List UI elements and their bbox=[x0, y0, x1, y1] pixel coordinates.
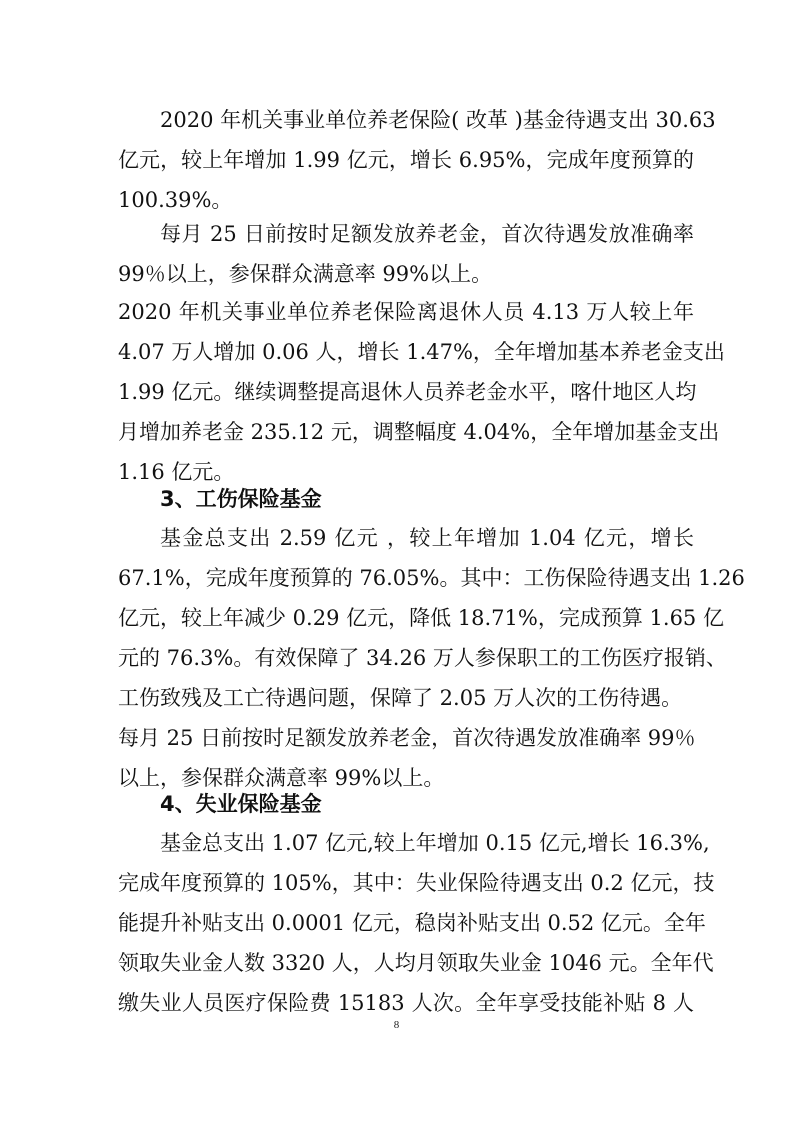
text-line: 100.39%。 bbox=[118, 188, 233, 212]
text-line: 1.16 亿元。 bbox=[118, 460, 235, 484]
text-line: 元的 76.3%。有效保障了 34.26 万人参保职工的工伤医疗报销、 bbox=[118, 646, 727, 670]
text-line: 亿元，较上年减少 0.29 亿元，降低 18.71%，完成预算 1.65 亿 bbox=[118, 606, 724, 630]
text-line: 每月 25 日前按时足额发放养老金，首次待遇发放准确率 bbox=[160, 222, 694, 246]
text-line: 4.07 万人增加 0.06 人，增长 1.47%，全年增加基本养老金支出 bbox=[118, 340, 725, 364]
text-line: 完成年度预算的 105%，其中：失业保险待遇支出 0.2 亿元，技 bbox=[118, 871, 715, 895]
section-work-injury-fund bbox=[118, 479, 694, 519]
paragraph-retirees bbox=[118, 292, 725, 492]
section-heading: 4、失业保险基金 bbox=[160, 792, 322, 816]
text-line: 能提升补贴支出 0.0001 亿元，稳岗补贴支出 0.52 亿元。全年 bbox=[118, 911, 706, 935]
text-line: 以上，参保群众满意率 99%以上。 bbox=[118, 766, 445, 790]
page-number: 8 bbox=[393, 1019, 400, 1031]
text-line: 缴失业人员医疗保险费 15183 人次。全年享受技能补贴 8 人 bbox=[118, 991, 694, 1015]
text-line: 亿元，较上年增加 1.99 亿元，增长 6.95%，完成年度预算的 bbox=[118, 148, 694, 172]
text-line: 99％以上，参保群众满意率 99%以上。 bbox=[118, 262, 493, 286]
paragraph-monthly-payment bbox=[118, 214, 694, 294]
section-unemployment-fund bbox=[118, 784, 694, 824]
text-line: 基金总支出 1.07 亿元,较上年增加 0.15 亿元,增长 16.3%, bbox=[160, 831, 710, 855]
text-line: 月增加养老金 235.12 元，调整幅度 4.04%，全年增加基金支出 bbox=[118, 420, 720, 444]
section-heading: 3、工伤保险基金 bbox=[160, 487, 322, 511]
paragraph-pension-reform bbox=[118, 100, 716, 220]
text-line: 2020 年机关事业单位养老保险( 改革 )基金待遇支出 30.63 bbox=[160, 108, 716, 132]
text-line: 基金总支出 2.59 亿元 ，较上年增加 1.04 亿元，增长 bbox=[160, 526, 694, 550]
section-work-injury-body bbox=[118, 518, 745, 798]
text-line: 工伤致残及工亡待遇问题，保障了 2.05 万人次的工伤待遇。 bbox=[118, 686, 683, 710]
text-line: 1.99 亿元。继续调整提高退休人员养老金水平，喀什地区人均 bbox=[118, 380, 697, 404]
text-line: 2020 年机关事业单位养老保险离退休人员 4.13 万人较上年 bbox=[118, 300, 694, 324]
section-unemployment-body bbox=[118, 823, 715, 1023]
text-line: 67.1%，完成年度预算的 76.05%。其中：工伤保险待遇支出 1.26 bbox=[118, 566, 745, 590]
text-line: 每月 25 日前按时足额发放养老金，首次待遇发放准确率 99％ bbox=[118, 726, 696, 750]
text-line: 领取失业金人数 3320 人，人均月领取失业金 1046 元。全年代 bbox=[118, 951, 714, 975]
